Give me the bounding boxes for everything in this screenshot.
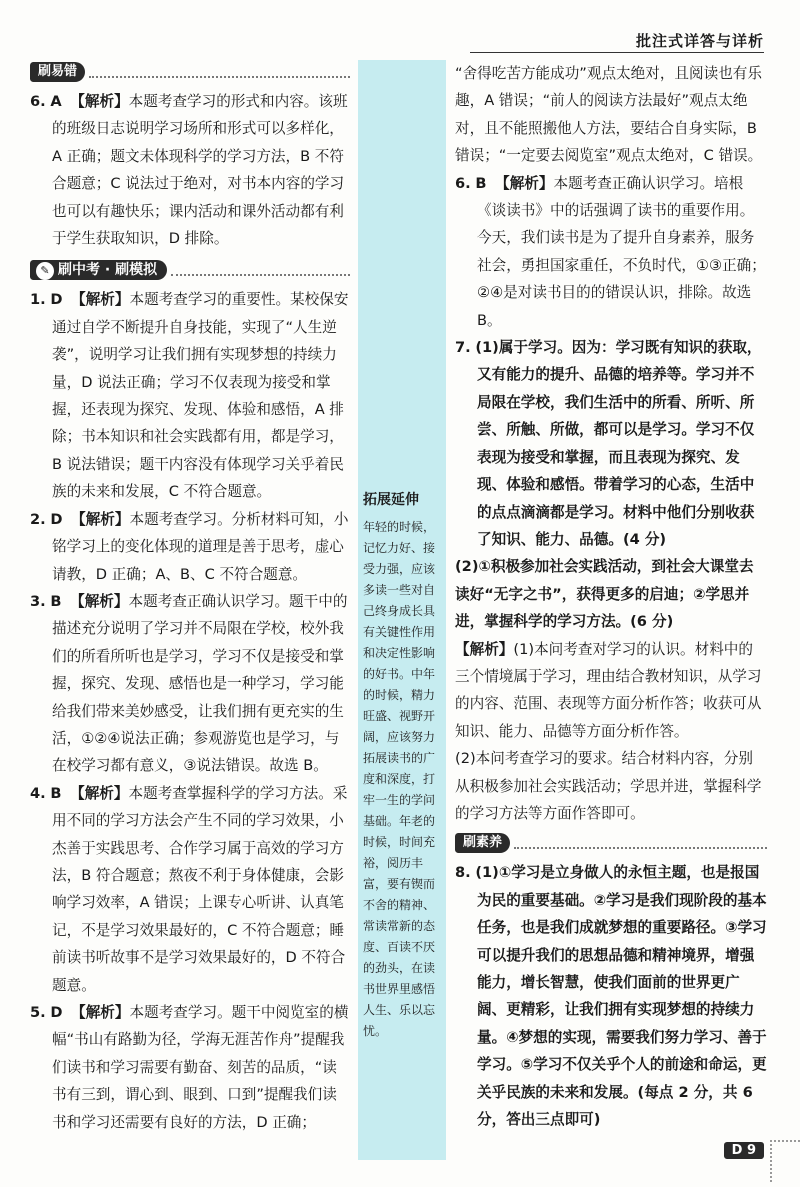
analysis-label: 【解析】 <box>70 592 129 610</box>
analysis-block <box>455 636 767 746</box>
answer-item <box>30 286 350 505</box>
page-number: D 9 <box>724 1142 764 1159</box>
question-number: 6. <box>455 174 471 192</box>
answer-letter: D <box>50 1004 63 1021</box>
question-number: 1. <box>30 291 46 309</box>
answer-item <box>30 588 350 780</box>
header-title: 批注式详答与详析 <box>635 32 764 50</box>
answer-item <box>30 88 350 252</box>
section-tag: 刷易错 <box>30 62 85 82</box>
sidebar-extension <box>363 490 443 1042</box>
answer-letter: B <box>50 784 62 802</box>
answer-text: (1)①学习是立身做人的永恒主题，也是报国为民的重要基础。②学习是我们现阶段的基本任务，也是我们成就梦想的重要路径。③学习可以提升我们的思想品德和精神境界，增强能力，增长智慧，使我们面前的世界更广阔、更精彩，让我们拥有实现梦想的持续力量。④梦想的实现，需要我们努力学习、善于学习。⑤学习不仅关乎个人的前途和命运，更关乎民族的未来和发展。(每点 2 分，共 6 分，答出三点即可) <box>475 864 767 1129</box>
section-tag <box>30 260 167 280</box>
analysis-label: 【解析】 <box>495 174 554 192</box>
question-number: 6. <box>30 93 46 110</box>
section-banner-suyang <box>455 833 767 853</box>
answer-part-1: (1)属于学习。因为：学习既有知识的获取，又有能力的提升、品德的培养等。学习并不局限在学校，我们生活中的所看、所听、所尝、所触、所做，都可以是学习。学习不仅表现为接受和掌握，而且表现为探究、发现、体验和感悟。带着学习的心态，生活中的点点滴滴都是学习。材料中他们分别收获了知识、能力、品德。(4 分) <box>475 339 762 548</box>
question-number: 3. <box>30 592 46 610</box>
left-column <box>30 60 350 1136</box>
section-tag-label: 刷中考 · 刷模拟 <box>58 262 158 279</box>
answer-item <box>455 334 767 553</box>
analysis-label: 【解析】 <box>70 93 129 110</box>
answer-text: 本题考查学习。分析材料可知，小铭学习上的变化体现的道理是善于思考，虚心请教，D 正确；A、B、C 不符合题意。 <box>52 510 349 583</box>
corner-decoration <box>770 1140 800 1182</box>
section-tag: 刷素养 <box>455 833 510 853</box>
dotted-rule <box>171 264 350 276</box>
sidebar-title: 拓展延伸 <box>363 492 419 508</box>
analysis-label: 【解析】 <box>71 1004 130 1021</box>
answer-text: 本题考查正确认识学习。题干中的描述充分说明了学习并不局限在学校，校外我们的所看所听也是学习，学习不仅是接受和掌握，探究、发现、感悟也是一种学习，学习能给我们带来美妙感受，让我们拥有更充实的生活，①②④说法正确；参观游览也是学习，与在校学习都有意义，③说法错误。故选 B。 <box>52 592 348 775</box>
answer-letter: D <box>50 510 63 528</box>
answer-text: 本题考查掌握科学的学习方法。采用不同的学习方法会产生不同的学习效果，小杰善于实践思考、合作学习属于高效的学习方法，B 符合题意；熬夜不利于身体健康，会影响学习效率，A 错误；上课专心听讲、认真笔记，不是学习效果最好的，C 不符合题意；睡前读书听故事不是学习效果最好的，D 不符合题意。 <box>52 784 348 994</box>
question-number: 4. <box>30 784 46 802</box>
answer-item <box>455 859 767 1133</box>
book-icon: ✎ <box>36 262 54 280</box>
answer-letter: A <box>50 93 62 110</box>
analysis-label: 【解析】 <box>70 784 129 802</box>
answer-letter: B <box>475 174 487 192</box>
section-banner-zhongkao <box>30 260 350 280</box>
answer-item <box>30 780 350 999</box>
dotted-rule <box>89 66 350 78</box>
answer-continuation: “舍得吃苦方能成功”观点太绝对，且阅读也有乐趣，A 错误；“前人的阅读方法最好”观点太绝对，且不能照搬他人方法，要结合自身实际，B 错误；“一定要去阅览室”观点太绝对，C 错误。 <box>455 65 763 165</box>
sidebar-text: 年轻的时候，记忆力好、接受力强，应该多读一些对自己终身成长具有关键性作用和决定性影响的好书。中年的时候，精力旺盛、视野开阔，应该努力拓展读书的广度和深度，打牢一生的学问基础。年老的时候，时间充裕，阅历丰富，要有锲而不舍的精神、常读常新的态度、百读不厌的劲头，在读书世界里感悟人生、乐以忘忧。 <box>363 520 436 1038</box>
question-number: 2. <box>30 510 46 528</box>
question-number: 5. <box>30 1004 46 1021</box>
right-column <box>455 60 767 1133</box>
answer-item <box>455 170 767 334</box>
answer-letter: B <box>50 592 62 610</box>
dotted-rule <box>514 837 767 849</box>
question-number: 7. <box>455 339 471 357</box>
answer-text: 本题考查正确认识学习。培根《谈读书》中的话强调了读书的重要作用。今天，我们读书是为了提升自身素养，服务社会，勇担国家重任，不负时代，①③正确；②④是对读书目的的错误认识，排除。故选 B。 <box>477 174 766 329</box>
question-number: 8. <box>455 864 471 882</box>
answer-part-2: (2)①积极参加社会实践活动，到社会大课堂去读好“无字之书”，获得更多的启迪；②学思并进，掌握科学的学习方法。(6 分) <box>455 558 754 631</box>
answer-item <box>30 506 350 588</box>
answer-text: 本题考查学习的形式和内容。该班的班级日志说明学习场所和形式可以多样化，A 正确；题文未体现科学的学习方法，B 不符合题意；C 说法过于绝对，对书本内容的学习也可以有趣快乐；课内活动和课外活动都有利于学生获取知识，D 排除。 <box>52 93 348 248</box>
analysis-label: 【解析】 <box>455 640 514 658</box>
header-divider <box>470 52 764 53</box>
section-banner-yicuo <box>30 62 350 82</box>
analysis-label: 【解析】 <box>71 291 130 309</box>
analysis-part-1: (1)本问考查对学习的认识。材料中的三个情境属于学习，理由结合教材知识，从学习的内容、范围、表现等方面分析作答；收获可从知识、能力、品德等方面分析作答。 <box>455 640 762 740</box>
analysis-part-2: (2)本问考查学习的要求。结合材料内容，分别从积极参加社会实践活动；学思并进，掌握科学的学习方法等方面作答即可。 <box>455 750 762 822</box>
analysis-label: 【解析】 <box>71 510 130 528</box>
answer-letter: D <box>50 291 63 309</box>
answer-text: 本题考查学习。题干中阅览室的横幅“书山有路勤为径，学海无涯苦作舟”提醒我们读书和学习需要有勤奋、刻苦的品质，“读书有三到，谓心到、眼到、口到”提醒我们读书和学习还需要有良好的方法，D 正确； <box>52 1004 349 1131</box>
answer-text: 本题考查学习的重要性。某校保安通过自学不断提升自身技能，实现了“人生逆袭”，说明学习让我们拥有实现梦想的持续力量，D 说法正确；学习不仅表现为接受和掌握，还表现为探究、发现、体验和感悟，A 排除；书本知识和社会实践都有用，都是学习，B 说法错误；题干内容没有体现学习关乎着民族的未来和发展，C 不符合题意。 <box>52 291 349 501</box>
answer-item <box>30 999 350 1136</box>
